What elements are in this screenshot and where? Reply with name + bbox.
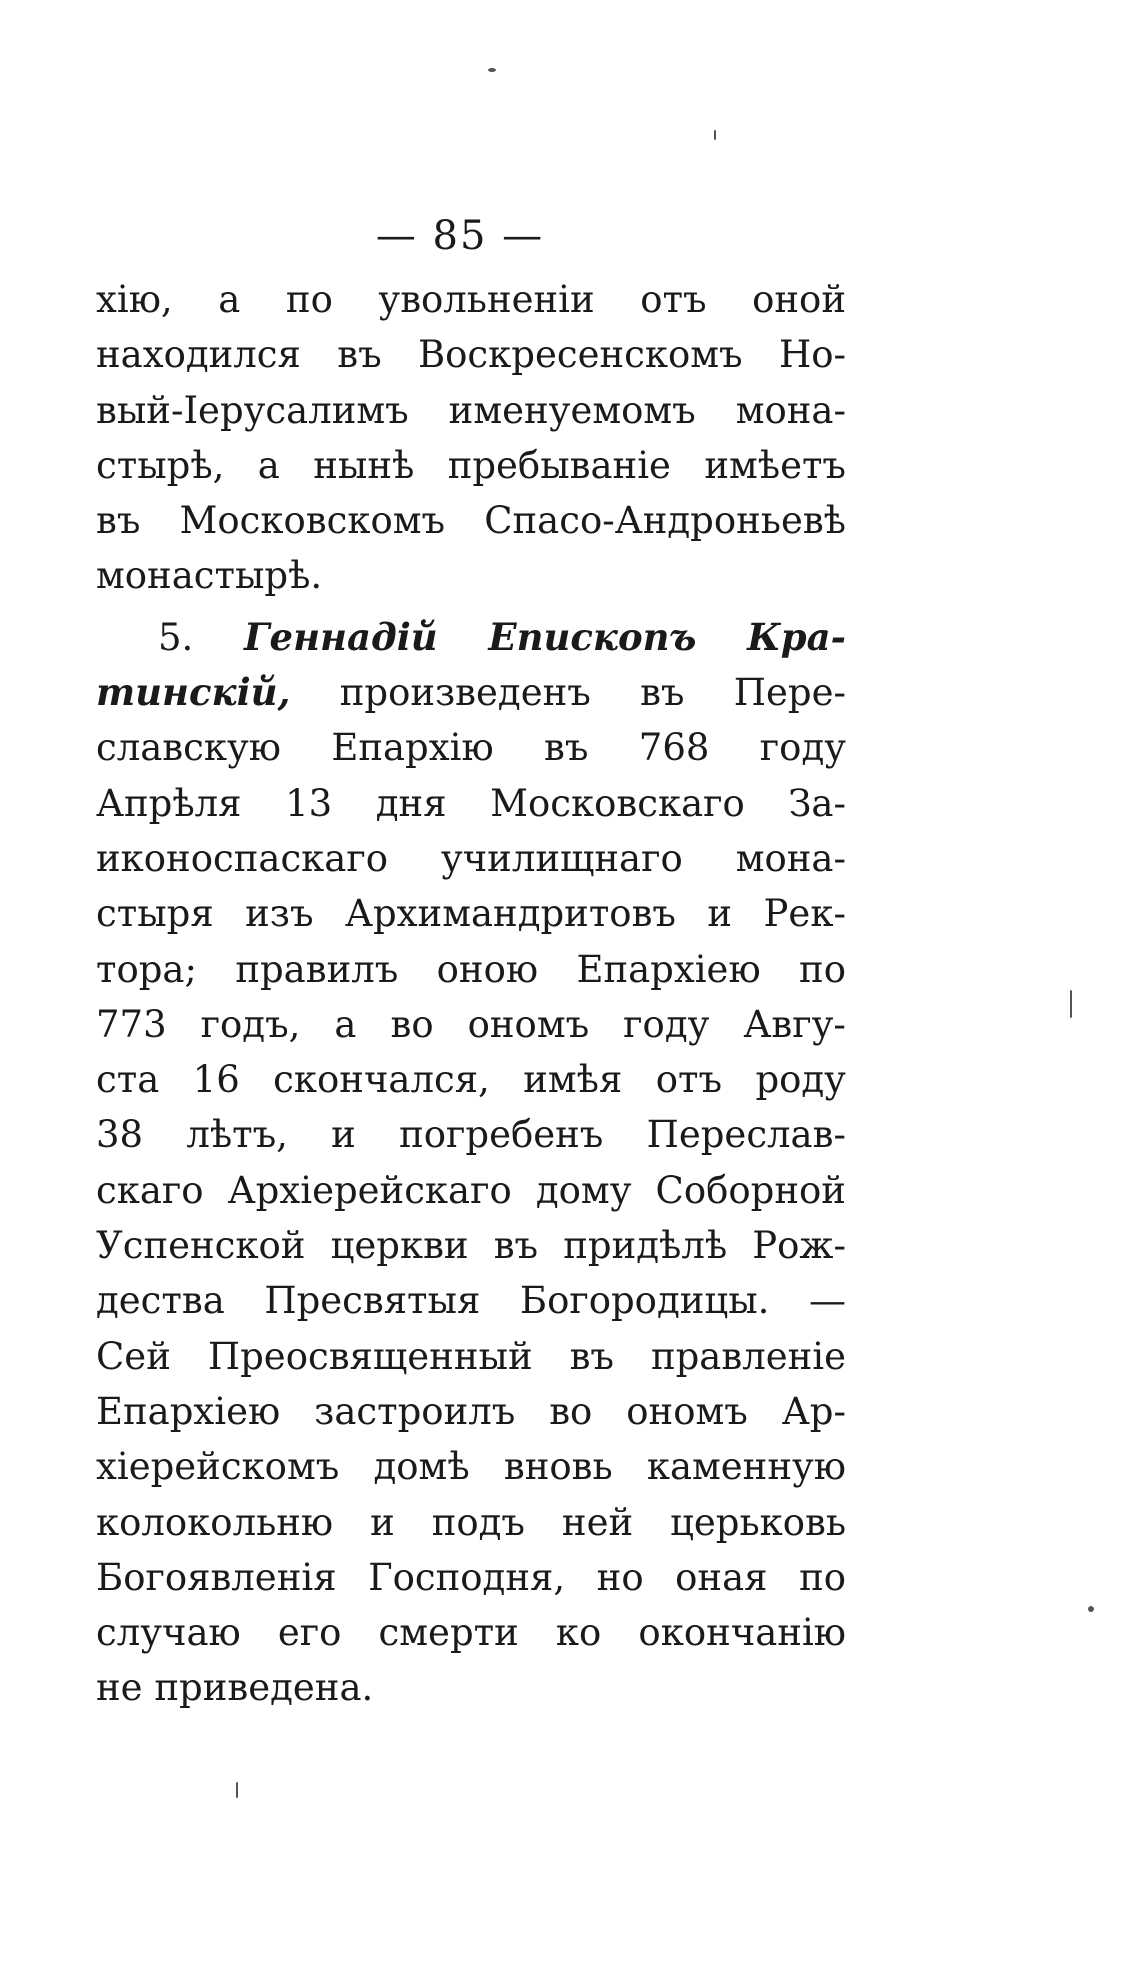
text-line: [96, 1384, 846, 1439]
text-line: [96, 1218, 846, 1273]
word: во: [390, 1002, 434, 1046]
word: изъ: [245, 892, 314, 936]
word: каменную: [646, 1445, 846, 1489]
word: дества: [96, 1279, 225, 1323]
word: Богородицы.: [519, 1279, 770, 1323]
word: подъ: [431, 1500, 525, 1544]
word: имѣя: [523, 1058, 623, 1102]
word: увольненіи: [378, 278, 595, 321]
word: случаю: [96, 1611, 241, 1655]
word: по: [285, 278, 333, 321]
word: а: [218, 278, 241, 321]
scan-speck: [236, 1782, 238, 1798]
word: Епархіею: [576, 947, 761, 991]
text-line: [96, 327, 846, 382]
word: погребенъ: [399, 1113, 604, 1157]
word: а: [257, 443, 280, 487]
word: дня: [375, 781, 447, 825]
word: въ: [640, 671, 685, 715]
word: въ: [337, 333, 382, 377]
word: имѣетъ: [704, 443, 846, 487]
word: Рож-: [752, 1224, 846, 1268]
word: славскую: [96, 726, 281, 770]
word: ономъ: [467, 1002, 590, 1046]
word: Архіерейскаго: [227, 1168, 512, 1212]
text-line: [96, 1107, 846, 1162]
word: пребываніе: [447, 443, 671, 487]
word: застроилъ: [314, 1389, 516, 1433]
text-line: [96, 1550, 846, 1605]
word: и: [370, 1500, 395, 1544]
word: 38: [96, 1113, 144, 1157]
word: находился: [96, 333, 301, 377]
text-line: [96, 493, 846, 548]
word: именуемомъ: [448, 388, 696, 432]
word: За-: [788, 781, 846, 825]
text-line: [96, 1273, 846, 1328]
word: произведенъ: [339, 671, 591, 715]
word: правленіе: [650, 1334, 846, 1378]
word: хію,: [96, 278, 173, 321]
word: Кра-: [747, 614, 846, 659]
word: нынѣ: [313, 443, 415, 487]
page-number: — 85 —: [375, 213, 545, 259]
word: придѣлѣ: [563, 1224, 728, 1268]
word: и: [331, 1113, 356, 1157]
word: 773: [96, 1002, 167, 1046]
word: Переслав-: [646, 1113, 846, 1157]
word: домѣ: [373, 1445, 470, 1489]
word: скончался,: [273, 1058, 490, 1102]
word: годъ,: [200, 1002, 301, 1046]
text-line: [96, 776, 846, 831]
word: скаго: [96, 1168, 204, 1212]
word: а: [334, 1002, 357, 1046]
word: оной: [752, 278, 846, 321]
word: окончанію: [638, 1611, 846, 1655]
word: Московскомъ: [179, 499, 446, 543]
text-line: [96, 548, 846, 603]
word: Рек-: [763, 892, 846, 936]
word: лѣтъ,: [186, 1113, 288, 1157]
word: Московскаго: [490, 781, 745, 825]
word: 768: [638, 726, 710, 770]
word: Ар-: [781, 1389, 846, 1433]
word: тора;: [96, 947, 197, 991]
word: Епископъ: [488, 614, 697, 659]
text-line: [96, 383, 846, 438]
word: дому: [535, 1168, 632, 1212]
word: стырѣ,: [96, 443, 225, 487]
word: во: [549, 1389, 593, 1433]
word: Преосвященный: [207, 1334, 533, 1378]
word: Богоявленія: [96, 1555, 337, 1599]
word: въ: [544, 726, 589, 770]
word: ономъ: [626, 1389, 748, 1433]
text-line: [96, 1052, 846, 1107]
word: мона-: [735, 836, 846, 880]
text-line: [96, 610, 846, 665]
word: вый-Іерусалимъ: [96, 388, 409, 432]
word: приведена.: [154, 1666, 374, 1710]
word: Воскресенскомъ: [417, 333, 743, 377]
word: церьковь: [670, 1500, 846, 1544]
word: училищнаго: [440, 836, 683, 880]
scan-speck: [488, 68, 496, 72]
word: оною: [436, 947, 539, 991]
word: его: [277, 1611, 342, 1655]
word: ко: [555, 1611, 602, 1655]
scan-speck: [714, 130, 716, 140]
word: Пресвятыя: [264, 1279, 481, 1323]
word: мона-: [735, 388, 846, 432]
text-line: [96, 438, 846, 493]
word: стыря: [96, 892, 214, 936]
word: 5.: [158, 615, 194, 659]
text-line: [96, 886, 846, 941]
word: вновь: [503, 1445, 613, 1489]
word: 13: [285, 781, 333, 825]
text-line: [96, 720, 846, 775]
word: отъ: [640, 278, 707, 321]
word: Епархію: [331, 726, 494, 770]
word: хіерейскомъ: [96, 1445, 340, 1489]
scan-speck: [1070, 990, 1072, 1018]
word: правилъ: [235, 947, 399, 991]
word: отъ: [655, 1058, 723, 1102]
word: 16: [192, 1058, 240, 1102]
word: ней: [561, 1500, 634, 1544]
word: тинскій,: [96, 670, 291, 715]
word: по: [799, 1555, 846, 1599]
word: ста: [96, 1058, 160, 1102]
word: иконоспаскаго: [96, 836, 389, 880]
word: Господня,: [368, 1555, 566, 1599]
word: Архимандритовъ: [344, 892, 676, 936]
text-line: [96, 1605, 846, 1660]
body-text: [96, 272, 846, 1716]
word: Епархіею: [96, 1389, 281, 1433]
word: Успенской: [96, 1224, 306, 1268]
word: въ: [493, 1224, 539, 1268]
text-line: [96, 831, 846, 886]
word: году: [759, 726, 846, 770]
word: Но-: [778, 333, 846, 377]
text-line: [96, 665, 846, 720]
word: оная: [675, 1555, 768, 1599]
text-line: [96, 942, 846, 997]
text-line: [96, 997, 846, 1052]
text-line: [96, 1660, 846, 1715]
text-line: [96, 1495, 846, 1550]
text-line: [96, 1329, 846, 1384]
word: Пере-: [733, 671, 846, 715]
word: —: [808, 1279, 846, 1323]
word: въ: [96, 499, 141, 543]
scan-speck: [1088, 1606, 1094, 1612]
word: колокольню: [96, 1500, 334, 1544]
word: смерти: [378, 1611, 519, 1655]
word: Авгу-: [743, 1002, 846, 1046]
word: по: [799, 947, 846, 991]
word: роду: [755, 1058, 846, 1102]
word: Апрѣля: [96, 781, 242, 825]
word: Соборной: [655, 1168, 846, 1212]
word: не: [96, 1666, 143, 1710]
word: и: [707, 892, 733, 936]
text-line: [96, 272, 846, 327]
word: году: [623, 1002, 710, 1046]
word: Геннадій: [244, 614, 438, 659]
word: Спасо-Андроньевѣ: [484, 499, 846, 543]
word: церкви: [330, 1224, 469, 1268]
word: Сей: [96, 1334, 171, 1378]
word: монастырѣ.: [96, 554, 323, 598]
text-line: [96, 1439, 846, 1494]
text-line: [96, 1163, 846, 1218]
word: въ: [569, 1334, 614, 1378]
word: но: [596, 1555, 644, 1599]
